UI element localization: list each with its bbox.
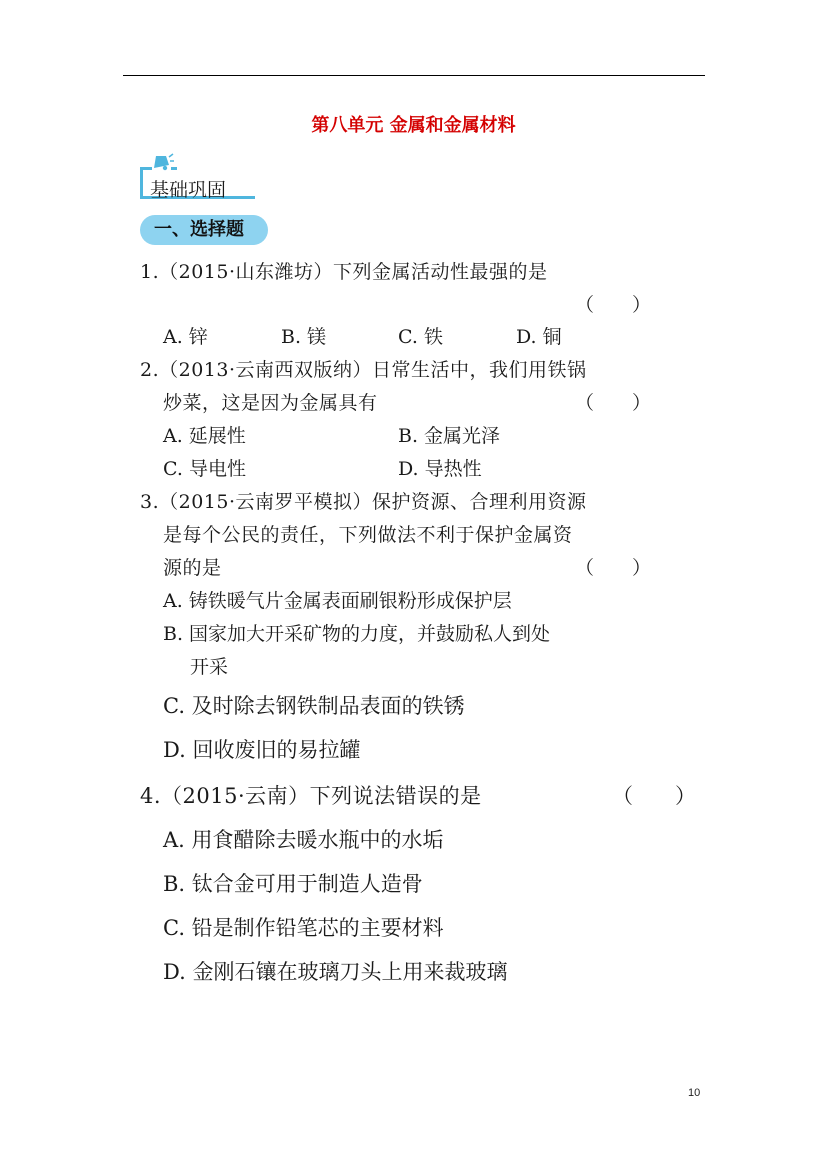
page-number: 10	[688, 1087, 701, 1099]
question-2-option-c: C. 导电性	[163, 458, 246, 480]
question-3-option-b: B. 国家加大开采矿物的力度，并鼓励私人到处	[163, 623, 551, 645]
question-2-stem-line-1: 2.（2013·云南西双版纳）日常生活中，我们用铁锅	[140, 359, 587, 381]
question-4-option-a: A. 用食醋除去暖水瓶中的水垢	[163, 828, 444, 852]
question-3-option-b-cont: 开采	[190, 656, 229, 678]
part-label: 一、选择题	[140, 215, 268, 245]
question-4-stem: 4.（2015·云南）下列说法错误的是	[140, 784, 482, 808]
question-4-option-c: C. 铅是制作铅笔芯的主要材料	[163, 916, 444, 940]
question-2-option-a: A. 延展性	[163, 425, 246, 447]
question-1-stem: 1.（2015·山东潍坊）下列金属活动性最强的是	[140, 261, 548, 283]
question-2-stem-line-2: 炒菜，这是因为金属具有	[163, 392, 378, 414]
question-3-option-c: C. 及时除去钢铁制品表面的铁锈	[163, 694, 465, 718]
bell-icon	[150, 153, 174, 175]
question-4-answer-paren: （ ）	[612, 784, 696, 808]
question-1-option-b: B. 镁	[281, 326, 327, 348]
question-3-stem-line-1: 3.（2015·云南罗平模拟）保护资源、合理利用资源	[140, 491, 587, 513]
question-1-option-d: D. 铜	[516, 326, 562, 348]
question-3-answer-paren: （ ）	[575, 557, 652, 579]
question-4-option-d: D. 金刚石镶在玻璃刀头上用来裁玻璃	[163, 960, 508, 984]
question-3-option-a: A. 铸铁暖气片金属表面刷银粉形成保护层	[163, 590, 512, 612]
question-2-option-b: B. 金属光泽	[398, 425, 501, 447]
section-badge	[140, 153, 260, 203]
question-1-option-a: A. 锌	[163, 326, 208, 348]
question-4-option-b: B. 钛合金可用于制造人造骨	[163, 872, 423, 896]
question-3-option-d: D. 回收废旧的易拉罐	[163, 738, 361, 762]
section-heading: 基础巩固	[150, 179, 227, 201]
question-3-stem-line-2: 是每个公民的责任，下列做法不利于保护金属资	[163, 524, 573, 546]
page-title: 第八单元 金属和金属材料	[311, 115, 516, 136]
question-1-answer-paren: （ ）	[575, 294, 652, 316]
question-3-stem-line-3: 源的是	[163, 557, 222, 579]
header-rule	[123, 75, 705, 76]
question-2-option-d: D. 导热性	[398, 458, 482, 480]
question-1-option-c: C. 铁	[398, 326, 443, 348]
question-2-answer-paren: （ ）	[575, 392, 652, 414]
